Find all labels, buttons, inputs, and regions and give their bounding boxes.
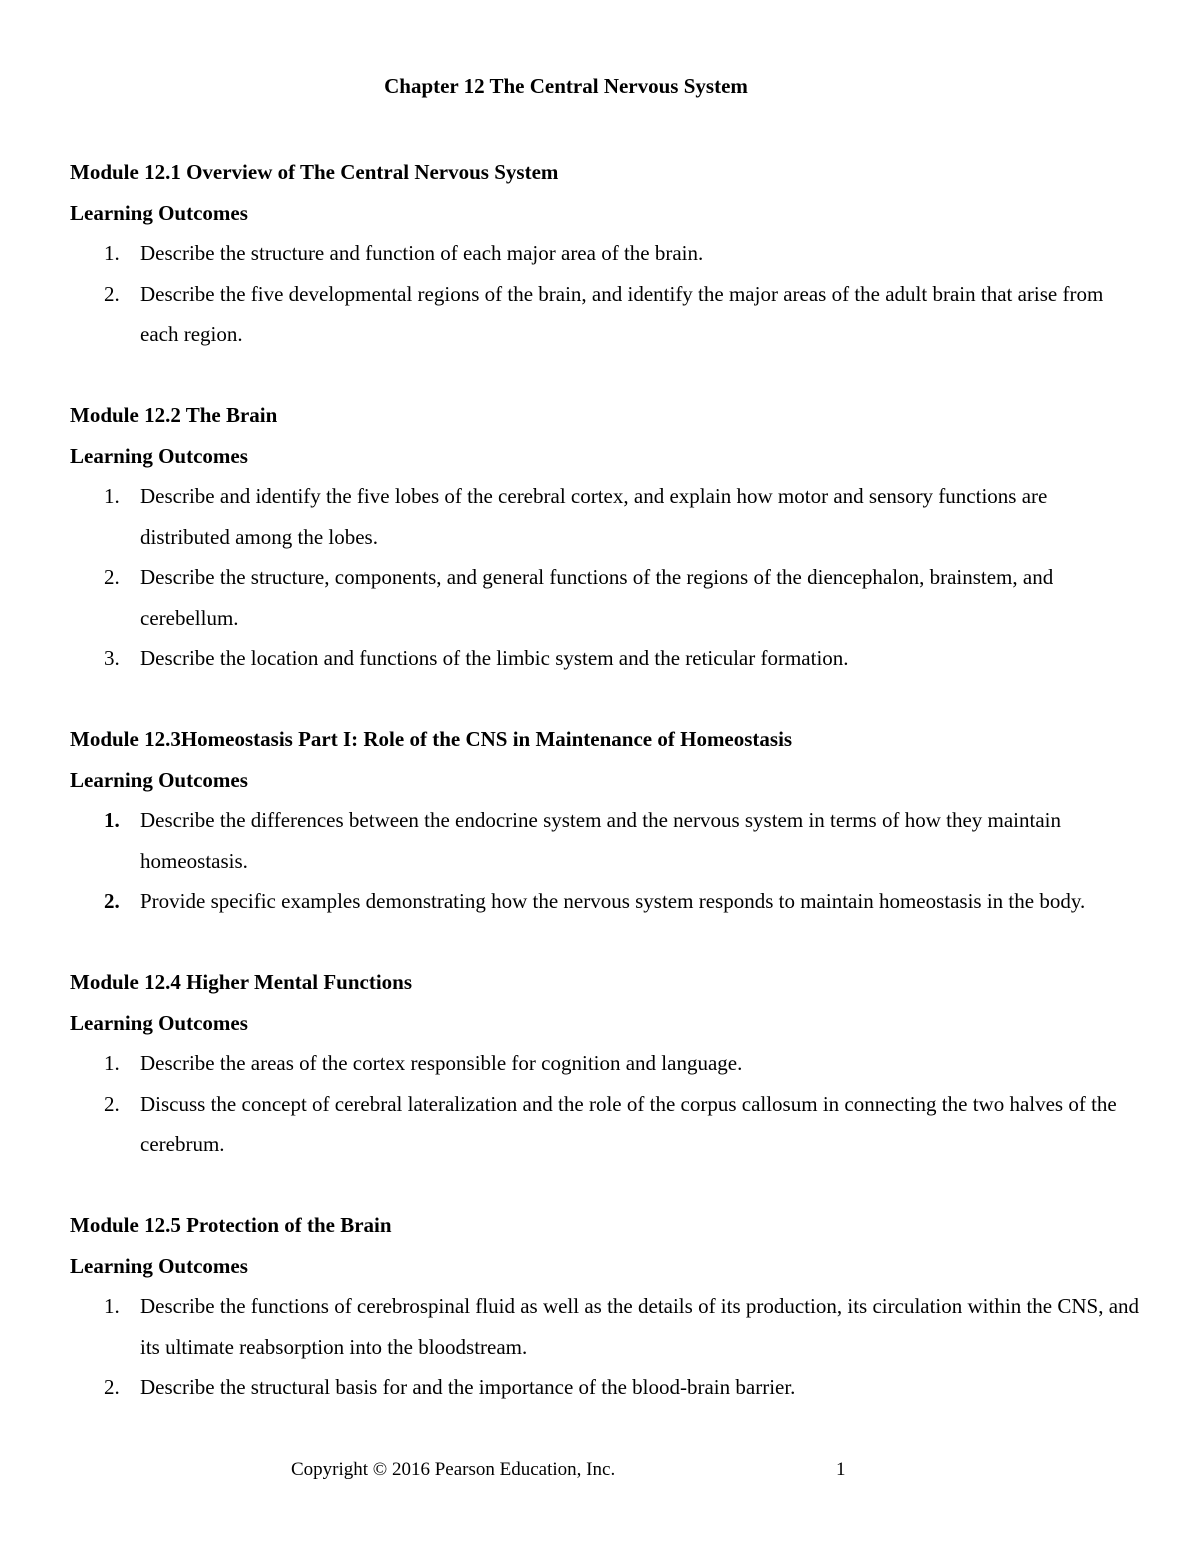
list-number: 2. [104, 1091, 120, 1116]
module-heading: Module 12.1 Overview of The Central Nervous System [70, 160, 559, 184]
outcome-text: Describe the five developmental regions of the brain, and identify the major areas of the adult brain that arise from each region. [140, 281, 1104, 346]
list-number: 2. [104, 889, 120, 913]
list-item [70, 638, 1140, 679]
list-item [70, 1084, 1140, 1165]
learning-outcomes-list [70, 233, 1140, 355]
learning-outcomes-list [70, 1286, 1140, 1408]
list-number: 1. [104, 1294, 120, 1318]
list-item [70, 1367, 1140, 1408]
list-item [70, 1043, 1140, 1084]
outcome-text: Describe the structure and function of each major area of the brain. [140, 241, 704, 265]
document-content [70, 152, 1140, 1448]
module-12-2 [70, 395, 1140, 679]
outcome-text: Describe the areas of the cortex responsible for cognition and language. [140, 1051, 743, 1075]
copyright-notice: Copyright © 2016 Pearson Education, Inc. [291, 1459, 616, 1480]
module-12-5 [70, 1205, 1140, 1408]
learning-outcomes-label: Learning Outcomes [70, 767, 248, 792]
list-number: 3. [104, 646, 120, 670]
module-heading: Module 12.5 Protection of the Brain [70, 1213, 392, 1237]
module-12-4 [70, 962, 1140, 1165]
module-heading: Module 12.2 The Brain [70, 403, 278, 427]
module-heading: Module 12.4 Higher Mental Functions [70, 970, 413, 994]
learning-outcomes-list [70, 1043, 1140, 1165]
page-number: 1 [836, 1459, 846, 1480]
outcome-text: Describe the location and functions of the limbic system and the reticular formation. [140, 646, 849, 670]
module-heading: Module 12.3Homeostasis Part I: Role of the CNS in Maintenance of Homeostasis [70, 727, 793, 751]
list-number: 1. [104, 808, 120, 832]
outcome-text: Describe the differences between the endocrine system and the nervous system in terms of how they maintain homeostasis. [140, 808, 1061, 873]
list-item [70, 1286, 1140, 1367]
list-number: 2. [104, 565, 120, 589]
module-12-1 [70, 152, 1140, 355]
list-number: 2. [104, 1375, 120, 1399]
outcome-text: Describe the functions of cerebrospinal fluid as well as the details of its production, its circulation within the CNS, and its ultimate reabsorption into the bloodstream. [140, 1294, 1140, 1359]
list-number: 2. [104, 281, 120, 306]
outcome-text: Describe the structural basis for and the importance of the blood-brain barrier. [140, 1375, 796, 1399]
outcome-text: Describe and identify the five lobes of the cerebral cortex, and explain how motor and sensory functions are distributed among the lobes. [140, 484, 1048, 549]
list-item [70, 274, 1140, 355]
list-number: 1. [104, 1051, 120, 1075]
learning-outcomes-label: Learning Outcomes [70, 1010, 248, 1035]
outcome-text: Describe the structure, components, and general functions of the regions of the diencephalon, brainstem, and cerebellum. [140, 565, 1054, 630]
list-item [70, 557, 1140, 638]
outcome-text: Discuss the concept of cerebral lateralization and the role of the corpus callosum in connecting the two halves of the cerebrum. [140, 1091, 1117, 1156]
list-item [70, 233, 1140, 274]
learning-outcomes-label: Learning Outcomes [70, 443, 248, 468]
list-number: 1. [104, 484, 120, 508]
page-footer [0, 1456, 1200, 1484]
list-item [70, 476, 1140, 557]
module-12-3 [70, 719, 1140, 922]
document-title: Chapter 12 The Central Nervous System [384, 74, 748, 98]
list-item [70, 881, 1140, 922]
list-item [70, 800, 1140, 881]
list-number: 1. [104, 241, 120, 265]
outcome-text: Provide specific examples demonstrating how the nervous system responds to maintain homeostasis in the body. [140, 889, 1086, 913]
learning-outcomes-list [70, 476, 1140, 679]
learning-outcomes-label: Learning Outcomes [70, 1253, 248, 1278]
learning-outcomes-list [70, 800, 1140, 922]
learning-outcomes-label: Learning Outcomes [70, 200, 248, 225]
